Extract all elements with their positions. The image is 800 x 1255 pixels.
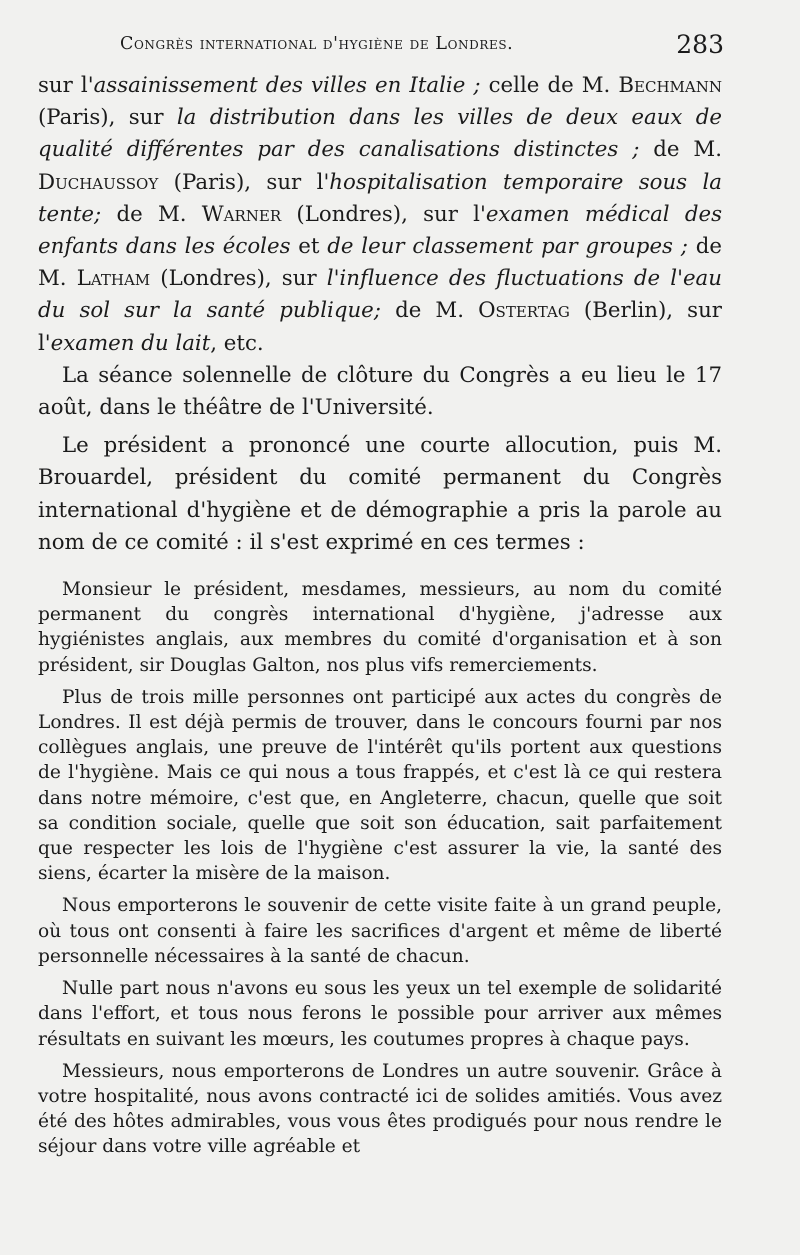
- running-title: Congrès international d'hygiène de Londres.: [120, 34, 514, 54]
- quote-paragraph: Plus de trois mille personnes ont participé aux actes du congrès de Londres. Il est déjà permis de trouver, dans le concours fourni par nos collègues anglais, une preuve de l'intérêt qu'ils portent aux questions de l'hygiène. Mais ce qui nous a tous frappés, et c'est là ce qui restera dans notre mémoire, c'est que, en Angleterre, chacun, quelle que soit sa condition sociale, quelle que soit son éducation, sait parfaitement que respecter les lois de l'hygiène c'est assurer la vie, la santé des siens, écarter la misère de la maison.: [38, 686, 722, 885]
- text-span: de M.: [38, 234, 722, 292]
- italic-span: hospitalisation temporaire sous la tente;: [38, 169, 722, 227]
- quote-paragraph: Nous emporterons le souvenir de cette visite faite à un grand peuple, où tous ont consenti à faire les sacrifices d'argent et même de liberté personnelle nécessaires à la santé de chacun.: [38, 895, 722, 967]
- text-span: de M.: [380, 298, 479, 324]
- person-name: Ostertag: [478, 298, 570, 324]
- quote-paragraph: Nulle part nous n'avons eu sous les yeux un tel exemple de solidarité dans l'effort, et tous nous ferons le possible pour arriver aux mêmes résultats en suivant les mœurs, les coutumes propres à chaque pays.: [38, 978, 722, 1050]
- italic-span: l'influence des fluctuations de l'eau du sol sur la santé publique;: [38, 266, 722, 324]
- paragraph-3: Le président a prononcé une courte allocution, puis M. Brouardel, président du comité permanent du Congrès international d'hygiène et de démographie a pris la parole au nom de ce comité : il s'est exprimé en ces termes :: [38, 433, 722, 555]
- paragraph-1: [38, 70, 722, 360]
- text-span: celle de M.: [480, 73, 619, 98]
- text-span: et: [290, 234, 328, 260]
- body-text: [38, 70, 722, 559]
- text-span: (Paris), sur l': [158, 169, 330, 195]
- italic-span: examen médical des enfants dans les écoles: [38, 201, 722, 260]
- person-name: Latham: [76, 266, 151, 292]
- text-span: (Paris), sur: [38, 105, 177, 131]
- page-header: [38, 30, 724, 70]
- text-span: (Londres), sur: [150, 266, 327, 292]
- text-span: sur l': [38, 73, 94, 98]
- italic-span: examen du lait: [50, 330, 211, 356]
- text-span: , etc.: [210, 330, 264, 356]
- text-span: de M.: [101, 201, 202, 227]
- text-span: de M.: [639, 137, 722, 163]
- italic-span: assainissement des villes en Italie ;: [93, 73, 481, 98]
- italic-span: la distribution dans les villes de deux eaux de qualité différentes par des canalisations distinctes ;: [38, 105, 722, 163]
- quoted-speech: [38, 577, 722, 1159]
- person-name: Duchaussoy: [38, 169, 159, 195]
- text-span: (Londres), sur l': [281, 201, 486, 227]
- person-name: Bechmann: [618, 73, 722, 98]
- text-span: (Berlin), sur l': [38, 298, 722, 356]
- quote-paragraph: Monsieur le président, mesdames, messieurs, au nom du comité permanent du congrès international d'hygiène, j'adresse aux hygiénistes anglais, aux membres du comité d'organisation et à son président, sir Douglas Galton, nos plus vifs remerciements.: [38, 579, 722, 676]
- paragraph-2: La séance solennelle de clôture du Congrès a eu lieu le 17 août, dans le théâtre de l'Université.: [38, 362, 722, 421]
- quote-paragraph: Messieurs, nous emporterons de Londres un autre souvenir. Grâce à votre hospitalité, nous avons contracté ici de solides amitiés. Vous avez été des hôtes admirables, vous vous êtes prodigués pour nous rendre le séjour dans votre ville agréable et: [38, 1060, 722, 1158]
- person-name: Warner: [201, 201, 282, 227]
- page-number: 283: [676, 30, 724, 59]
- italic-span: de leur classement par groupes ;: [327, 234, 688, 260]
